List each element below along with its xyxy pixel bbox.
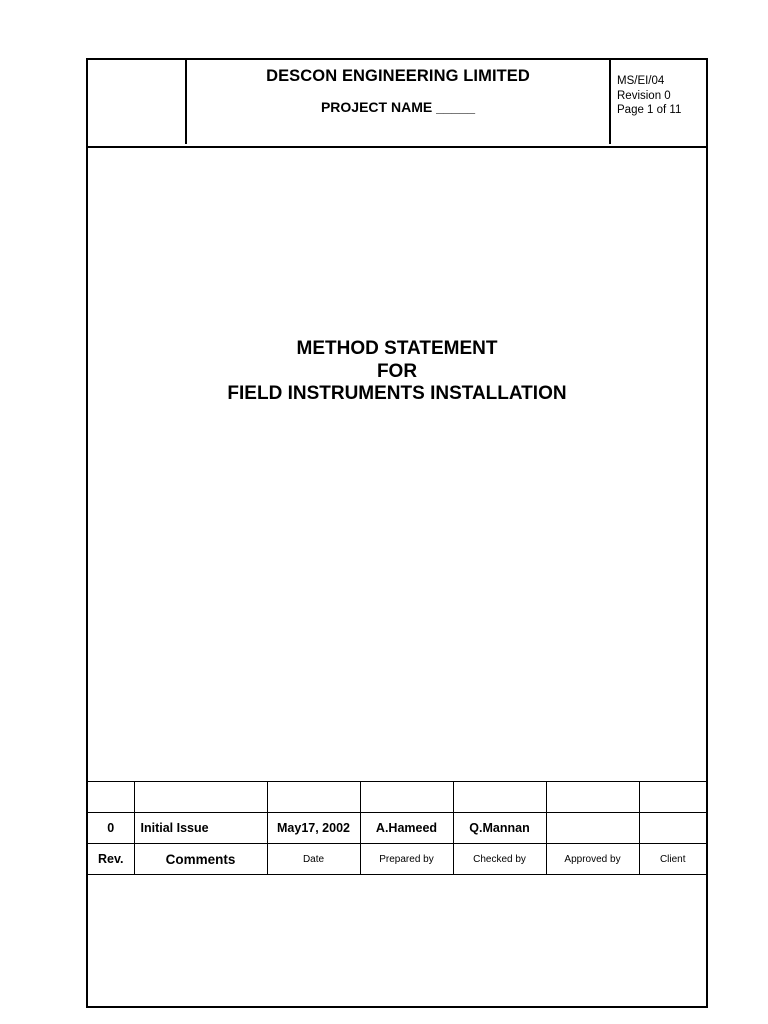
title-line-3: FIELD INSTRUMENTS INSTALLATION: [227, 383, 567, 404]
approved-by-header: Approved by: [546, 844, 639, 875]
table-cell: [546, 782, 639, 813]
document-title: [88, 338, 706, 406]
table-cell: [360, 782, 453, 813]
document-header: [88, 60, 706, 148]
client-cell: [639, 813, 706, 844]
approved-by-cell: [546, 813, 639, 844]
table-cell: [639, 782, 706, 813]
page-number: Page 1 of 11: [617, 104, 682, 116]
header-divider-right: [609, 60, 611, 144]
title-line-2: FOR: [376, 360, 418, 382]
table-header-row: [88, 844, 706, 875]
comments-cell: Initial Issue: [134, 813, 267, 844]
comments-header: Comments: [134, 844, 267, 875]
prepared-by-header: Prepared by: [360, 844, 453, 875]
table-row-revision-0: [88, 813, 706, 844]
table-cell: [267, 782, 360, 813]
checked-by-cell: Q.Mannan: [453, 813, 546, 844]
date-header: Date: [267, 844, 360, 875]
project-name: PROJECT NAME _____: [320, 99, 476, 115]
title-line-1: METHOD STATEMENT: [296, 338, 498, 359]
prepared-by-cell: A.Hameed: [360, 813, 453, 844]
rev-cell: 0: [88, 813, 134, 844]
table-cell: [453, 782, 546, 813]
doc-number: MS/EI/04: [617, 75, 665, 87]
revision-number: Revision 0: [617, 89, 671, 102]
client-header: Client: [639, 844, 706, 875]
document-reference: [617, 74, 681, 118]
date-cell: May17, 2002: [267, 813, 360, 844]
table-row-blank: [88, 782, 706, 813]
company-name: DESCON ENGINEERING LIMITED: [266, 67, 530, 85]
document-page: [86, 58, 708, 1008]
revision-table: [88, 781, 706, 875]
table-cell: [88, 782, 134, 813]
rev-header: Rev.: [88, 844, 134, 875]
checked-by-header: Checked by: [453, 844, 546, 875]
table-cell: [134, 782, 267, 813]
